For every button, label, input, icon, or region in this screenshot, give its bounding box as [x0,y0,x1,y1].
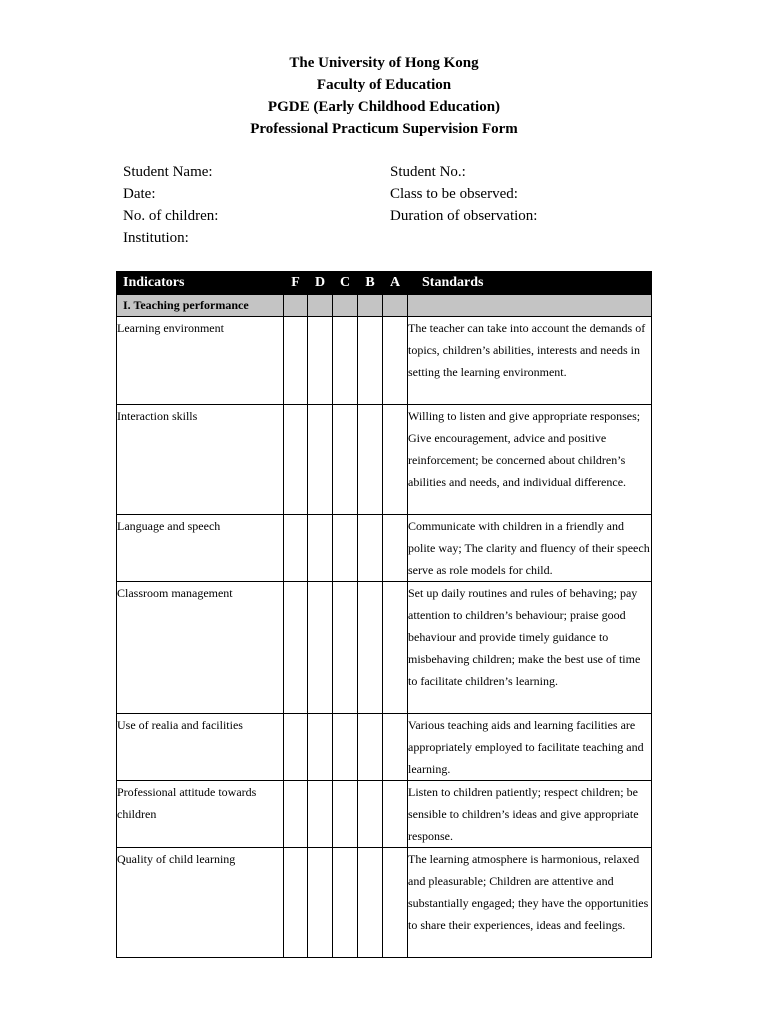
grade-cell-d[interactable] [308,405,333,515]
grade-cell-b [358,295,383,317]
indicator-cell: Learning environment [117,317,284,405]
grade-cell-c[interactable] [333,582,358,714]
standard-cell: Listen to children patiently; respect children; be sensible to children’s ideas and give appropriate response. [408,781,652,848]
section-title: I. Teaching performance [117,295,284,317]
info-right-column [390,161,537,227]
indicator-cell: Language and speech [117,515,284,582]
grade-cell-c[interactable] [333,515,358,582]
table-row [117,515,652,582]
indicator-cell: Use of realia and facilities [117,714,284,781]
university-name: The University of Hong Kong [289,55,479,71]
grade-cell-d[interactable] [308,515,333,582]
grade-cell-a[interactable] [383,714,408,781]
form-header [0,52,768,140]
table-row [117,848,652,958]
form-title: Professional Practicum Supervision Form [250,121,518,137]
info-left-column [123,161,218,249]
grade-cell-d[interactable] [308,848,333,958]
table-row [117,781,652,848]
grade-cell-b[interactable] [358,714,383,781]
standard-cell: The learning atmosphere is harmonious, relaxed and pleasurable; Children are attentive and substantially engaged; they have the opportunities to share their experiences, ideas and feelings. [408,848,652,958]
indicator-cell: Interaction skills [117,405,284,515]
grade-d-header: D [308,272,333,295]
grade-cell-f[interactable] [284,781,308,848]
grade-cell-a[interactable] [383,515,408,582]
grade-a-header: A [383,272,408,295]
table-row [117,582,652,714]
grade-cell-a[interactable] [383,781,408,848]
grade-cell-d [308,295,333,317]
grade-cell-f[interactable] [284,515,308,582]
student-no-label: Student No.: [390,164,466,180]
standard-cell: Various teaching aids and learning facilities are appropriately employed to facilitate teaching and learning. [408,714,652,781]
grade-cell-b[interactable] [358,781,383,848]
table-header-row [117,272,652,295]
programme-name: PGDE (Early Childhood Education) [267,99,501,115]
indicator-cell: Classroom management [117,582,284,714]
table-row [117,714,652,781]
grade-cell-d[interactable] [308,714,333,781]
date-label: Date: [123,186,156,202]
grade-cell-f[interactable] [284,582,308,714]
standard-cell: Communicate with children in a friendly and polite way; The clarity and fluency of their speech serve as role models for child. [408,515,652,582]
grade-cell-c[interactable] [333,781,358,848]
grade-cell-a[interactable] [383,405,408,515]
grade-cell-b[interactable] [358,515,383,582]
grade-cell-d[interactable] [308,582,333,714]
grade-cell-c[interactable] [333,405,358,515]
section-row [117,295,652,317]
grade-cell-b[interactable] [358,405,383,515]
grade-cell-d[interactable] [308,317,333,405]
grade-cell-f [284,295,308,317]
indicator-cell: Quality of child learning [117,848,284,958]
grade-f-header: F [284,272,308,295]
institution-label: Institution: [123,230,189,246]
grade-cell-f[interactable] [284,317,308,405]
grade-cell-a [383,295,408,317]
standard-cell: Willing to listen and give appropriate responses; Give encouragement, advice and positive reinforcement; be concerned about children’s abilities and needs, and individual difference. [408,405,652,515]
table-row [117,317,652,405]
num-children-label: No. of children: [123,208,219,224]
duration-label: Duration of observation: [390,208,538,224]
grade-cell-a[interactable] [383,582,408,714]
standard-cell: Set up daily routines and rules of behaving; pay attention to children’s behaviour; praise good behaviour and provide timely guidance to misbehaving children; make the best use of time to facilitate children’s learning. [408,582,652,714]
grade-cell-f[interactable] [284,405,308,515]
grade-cell-f[interactable] [284,714,308,781]
grade-cell-b[interactable] [358,582,383,714]
grade-b-header: B [358,272,383,295]
grade-cell-a[interactable] [383,317,408,405]
grade-cell-c[interactable] [333,714,358,781]
supervision-table [116,271,652,958]
indicator-cell: Professional attitude towards children [117,781,284,848]
indicators-header: Indicators [117,272,284,295]
grade-cell-f[interactable] [284,848,308,958]
standards-header: Standards [408,272,652,295]
section-standard-cell [408,295,652,317]
standard-cell: The teacher can take into account the demands of topics, children’s abilities, interests and needs in setting the learning environment. [408,317,652,405]
class-observed-label: Class to be observed: [390,186,518,202]
faculty-name: Faculty of Education [316,77,452,93]
grade-cell-c[interactable] [333,848,358,958]
grade-cell-b[interactable] [358,848,383,958]
grade-cell-b[interactable] [358,317,383,405]
grade-cell-c [333,295,358,317]
grade-cell-a[interactable] [383,848,408,958]
grade-cell-d[interactable] [308,781,333,848]
student-name-label: Student Name: [123,164,213,180]
grade-cell-c[interactable] [333,317,358,405]
grade-c-header: C [333,272,358,295]
table-row [117,405,652,515]
